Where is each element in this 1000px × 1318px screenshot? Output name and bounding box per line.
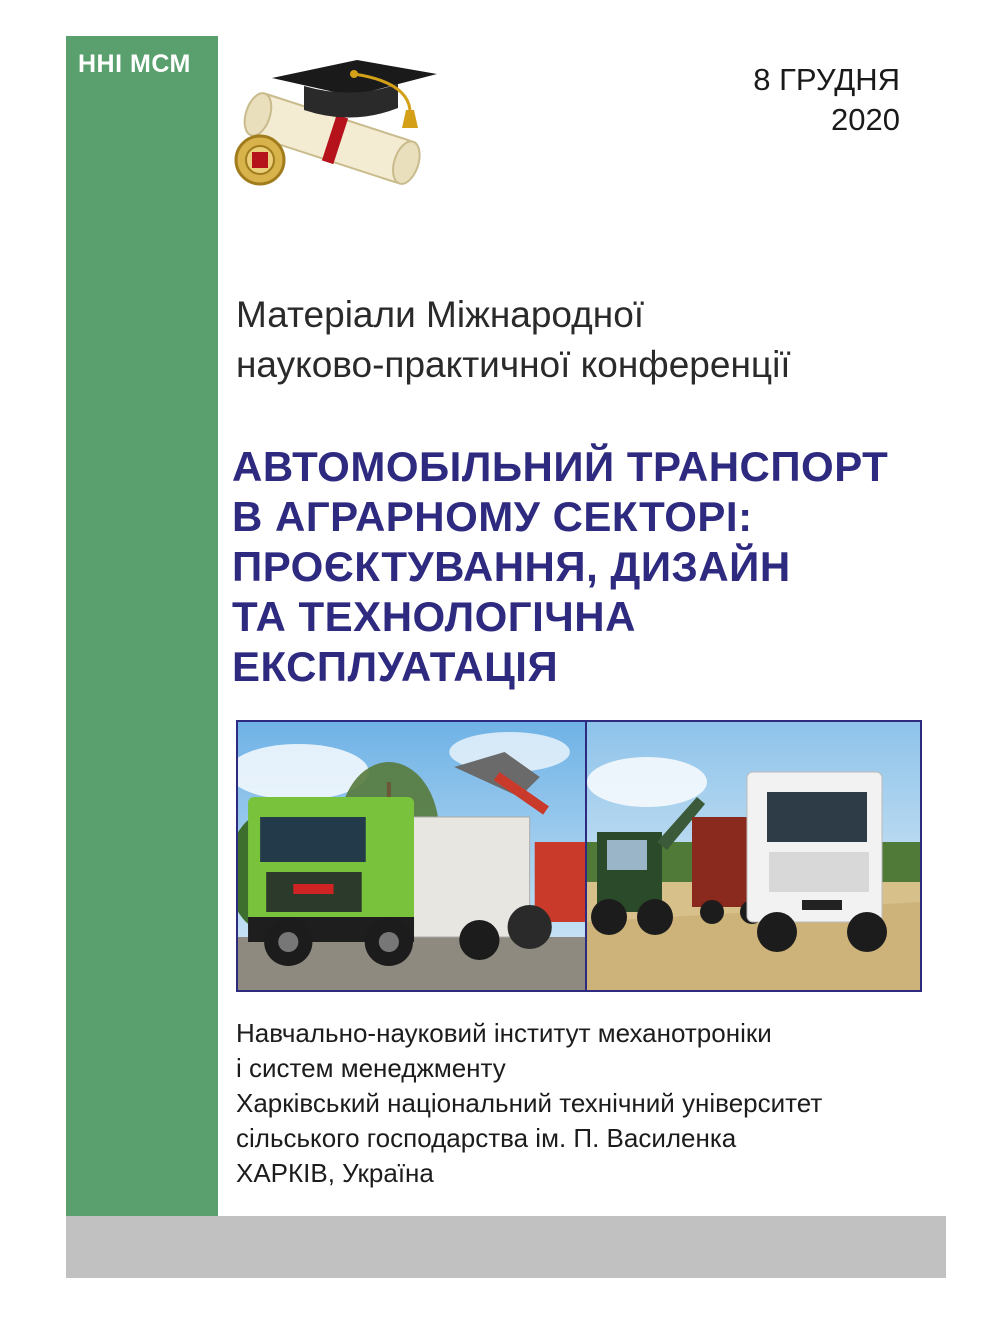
institution-line: Навчально-науковий інститут механотроніки <box>236 1018 772 1048</box>
institution-line: ХАРКІВ, Україна <box>236 1158 434 1188</box>
conference-date <box>753 60 900 140</box>
conference-subtitle <box>236 290 791 390</box>
subtitle-line-2: науково-практичної конференції <box>236 344 791 385</box>
conference-title <box>232 442 888 692</box>
institution-line: Харківський національний технічний університет <box>236 1088 823 1118</box>
bottom-gray-bar <box>66 1216 946 1278</box>
title-line: ЕКСПЛУАТАЦІЯ <box>232 643 559 690</box>
org-label: ННІ МСМ <box>78 50 191 78</box>
scania-truck-harvester-photo <box>587 722 920 990</box>
institution-line: сільського господарства ім. П. Василенка <box>236 1123 737 1153</box>
iveco-truck-loading-photo <box>238 722 587 990</box>
graduation-cap-diploma-icon <box>232 52 447 192</box>
title-line: ТА ТЕХНОЛОГІЧНА <box>232 593 636 640</box>
cover-photos <box>236 720 922 992</box>
title-line: АВТОМОБІЛЬНИЙ ТРАНСПОРТ <box>232 443 889 490</box>
institution-line: і систем менеджменту <box>236 1053 506 1083</box>
side-green-bar <box>66 36 218 1216</box>
date-year: 2020 <box>831 102 900 137</box>
date-day-month: 8 ГРУДНЯ <box>753 62 900 97</box>
institution-info <box>236 1016 822 1191</box>
subtitle-line-1: Матеріали Міжнародної <box>236 294 645 335</box>
title-line: ПРОЄКТУВАННЯ, ДИЗАЙН <box>232 543 791 590</box>
title-line: В АГРАРНОМУ СЕКТОРІ: <box>232 493 753 540</box>
